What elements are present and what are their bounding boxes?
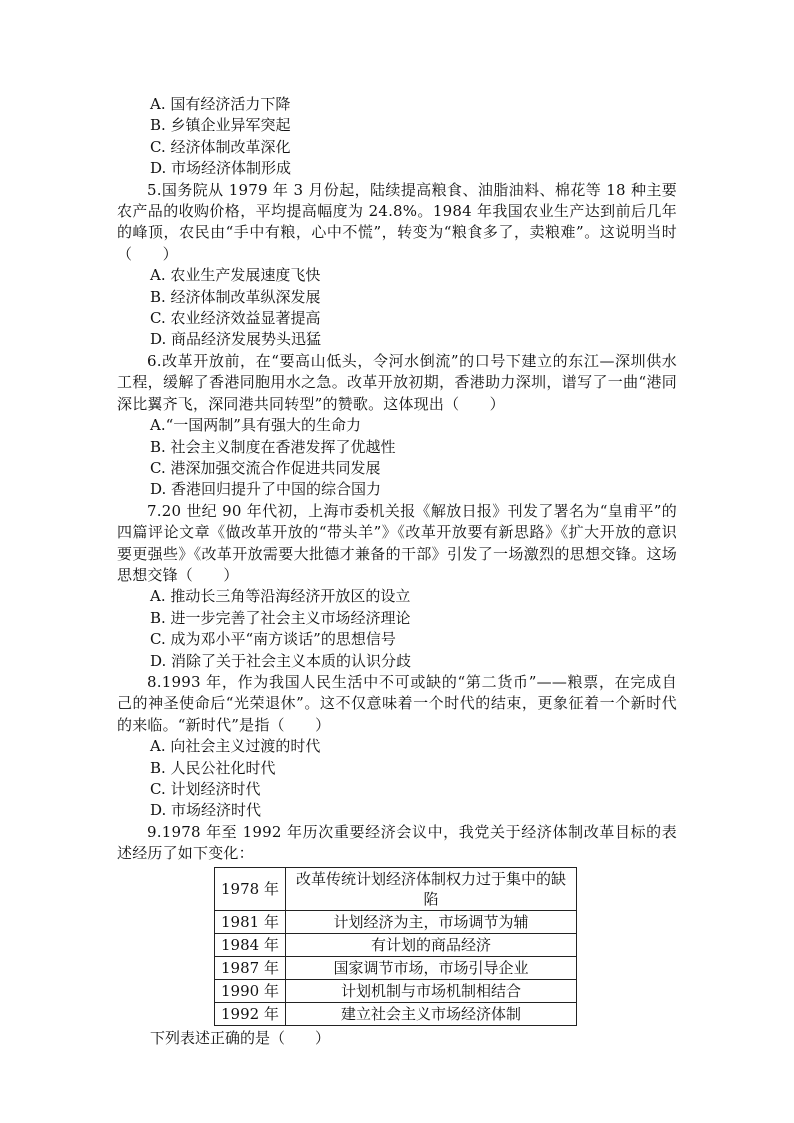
table-row: [215, 867, 577, 910]
table-cell-year: 1987 年: [215, 956, 286, 979]
question-8: [117, 672, 677, 822]
q7-option-b[interactable]: B. 进一步完善了社会主义市场经济理论: [150, 608, 411, 627]
q7-option-c[interactable]: C. 成为邓小平“南方谈话”的思想信号: [150, 630, 396, 649]
table-cell-year: 1992 年: [215, 1002, 286, 1025]
q9-stem: 9.1978 年至 1992 年历次重要经济会议中，我党关于经济体制改革目标的表述经历了如下变化：: [117, 822, 677, 863]
q9-prompt: 下列表述正确的是（ ）: [150, 1028, 331, 1047]
table-cell-goal: 建立社会主义市场经济体制: [286, 1002, 577, 1025]
q6-stem: 6.改革开放前，在“要高山低头，令河水倒流”的口号下建立的东江—深圳供水工程，缓解了香港同胞用水之急。改革开放初期，香港助力深圳，谱写了一曲“港同深比翼齐飞，深同港共同转型”的赞歌。这体现出（ ）: [117, 351, 677, 413]
question-page: [117, 94, 677, 1049]
question-9: [117, 822, 677, 1049]
table-row: [215, 979, 577, 1002]
q7-stem: 7.20 世纪 90 年代初，上海市委机关报《解放日报》刊发了署名为“皇甫平”的四篇评论文章《做改革开放的“带头羊”》《改革开放要有新思路》《扩大开放的意识要更强些》《改革开放需要大批德才兼备的干部》引发了一场激烈的思想交锋。这场思想交锋（ ）: [117, 501, 677, 584]
table-cell-year: 1990 年: [215, 979, 286, 1002]
question-7: [117, 501, 677, 672]
question-6: [117, 351, 677, 501]
table-cell-goal: 有计划的商品经济: [286, 933, 577, 956]
q5-stem: 5.国务院从 1979 年 3 月份起，陆续提高粮食、油脂油料、棉花等 18 种主要农产品的收购价格，平均提高幅度为 24.8%。1984 年我国农业生产达到前后几年的峰顶，农民由“手中有粮，心中不慌”，转变为“粮食多了，卖粮难”。这说明当时（ ）: [117, 180, 677, 263]
q4-option-d[interactable]: D. 市场经济体制形成: [150, 159, 292, 178]
q6-option-a[interactable]: A.“一国两制”具有强大的生命力: [150, 416, 361, 435]
table-row: [215, 1002, 577, 1025]
q5-option-d[interactable]: D. 商品经济发展势头迅猛: [150, 330, 322, 349]
table-cell-goal: 计划经济为主，市场调节为辅: [286, 910, 577, 933]
q5-option-c[interactable]: C. 农业经济效益显著提高: [150, 309, 321, 328]
q6-option-d[interactable]: D. 香港回归提升了中国的综合国力: [150, 480, 382, 499]
q8-option-a[interactable]: A. 向社会主义过渡的时代: [150, 737, 321, 756]
table-cell-goal: 计划机制与市场机制相结合: [286, 979, 577, 1002]
q8-option-c[interactable]: C. 计划经济时代: [150, 780, 261, 798]
table-cell-goal: 改革传统计划经济体制权力过于集中的缺陷: [286, 867, 577, 910]
q8-option-d[interactable]: D. 市场经济时代: [150, 801, 262, 820]
table-row: [215, 956, 577, 979]
question-5: [117, 180, 677, 351]
q4-option-a[interactable]: A. 国有经济活力下降: [150, 95, 291, 113]
table-row: [215, 910, 577, 933]
q8-option-b[interactable]: B. 人民公社化时代: [150, 758, 276, 777]
table-cell-year: 1981 年: [215, 910, 286, 933]
q4-option-c[interactable]: C. 经济体制改革深化: [150, 137, 291, 156]
table-cell-year: 1978 年: [215, 867, 286, 910]
q8-stem: 8.1993 年，作为我国人民生活中不可或缺的“第二货币”——粮票，在完成自己的神圣使命后“光荣退休”。这不仅意味着一个时代的结束，更象征着一个新时代的来临。“新时代”是指（ ）: [117, 672, 677, 734]
q5-option-a[interactable]: A. 农业生产发展速度飞快: [150, 266, 321, 285]
table-row: [215, 933, 577, 956]
q6-option-c[interactable]: C. 港深加强交流合作促进共同发展: [150, 458, 381, 477]
reform-goals-table: [214, 867, 577, 1026]
q5-option-b[interactable]: B. 经济体制改革纵深发展: [150, 287, 321, 306]
q6-option-b[interactable]: B. 社会主义制度在香港发挥了优越性: [150, 437, 396, 456]
table-cell-year: 1984 年: [215, 933, 286, 956]
q7-option-d[interactable]: D. 消除了关于社会主义本质的认识分歧: [150, 651, 412, 670]
q7-option-a[interactable]: A. 推动长三角等沿海经济开放区的设立: [150, 587, 411, 606]
question-4-options: [117, 94, 677, 180]
table-cell-goal: 国家调节市场，市场引导企业: [286, 956, 577, 979]
q4-option-b[interactable]: B. 乡镇企业异军突起: [150, 116, 291, 135]
